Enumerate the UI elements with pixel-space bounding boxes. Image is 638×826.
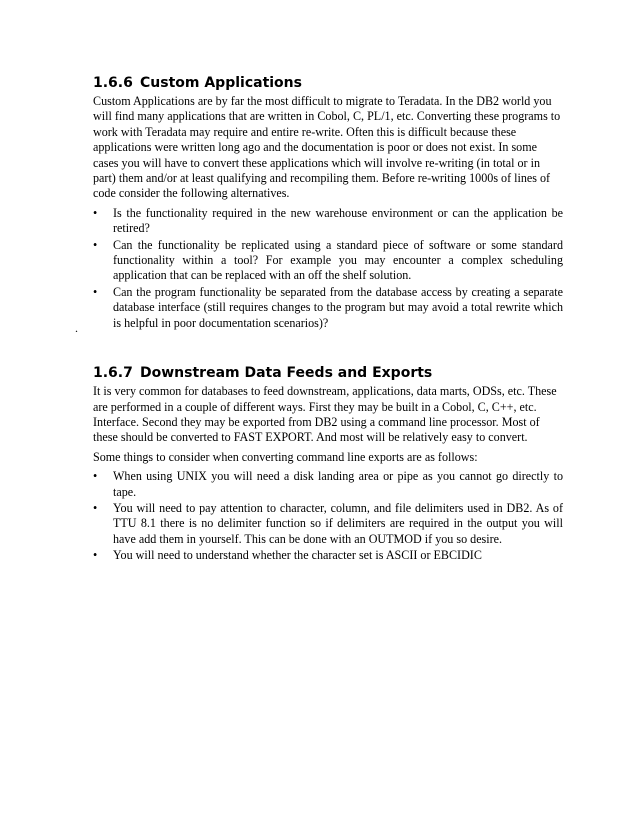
- list-item: [93, 238, 563, 284]
- section-custom-applications: [93, 74, 563, 331]
- section-title: Downstream Data Feeds and Exports: [140, 365, 433, 382]
- list-item: [93, 285, 563, 331]
- list-item-text: You will need to pay attention to character, column, and file delimiters used in DB2. As of TTU 8.1 there is no delimiter function so if delimiters are required in the output you will have add them in yourself. This can be done with an OUTMOD if you so desire.: [113, 500, 563, 546]
- bullet-icon: •: [93, 205, 98, 220]
- section-title: Custom Applications: [140, 75, 302, 91]
- section-paragraph: It is very common for databases to feed downstream, applications, data marts, ODSs, etc. These are performed in a couple of different ways. First they may be built in a Cobol, C, C++, etc. Interface. Second they may be exported from DB2 using a command line processor. Most of these should be converted to FAST EXPORT. And most will be relatively easy to convert.: [93, 384, 557, 445]
- section-downstream-data-feeds: [93, 364, 563, 563]
- section-number: 1.6.6: [93, 75, 133, 91]
- bullet-icon: •: [93, 284, 98, 299]
- list-item-text: Is the functionality required in the new warehouse environment or can the application be retired?: [113, 205, 563, 236]
- list-item: [93, 469, 563, 500]
- bullet-icon: •: [93, 500, 98, 515]
- bullet-icon: •: [93, 469, 98, 484]
- document-page: [93, 74, 563, 565]
- bullet-list: [93, 469, 563, 563]
- list-item: [93, 501, 563, 547]
- list-item-text: You will need to understand whether the character set is ASCII or EBCIDIC: [113, 548, 482, 563]
- list-item-text: Can the program functionality be separated from the database access by creating a separate database interface (still requires changes to the program but may avoid a total rewrite which is helpful in poor documentation scenarios)?: [113, 284, 563, 330]
- list-item-text: When using UNIX you will need a disk landing area or pipe as you cannot go directly to tape.: [113, 469, 563, 499]
- section-paragraph: Custom Applications are by far the most difficult to migrate to Teradata. In the DB2 world you will find many applications that are written in Cobol, C, PL/1, etc. Converting these programs to work with Teradata may require and entire re-write. Often this is difficult because these applications were written long ago and the documentation is poor or does not exist. In some cases you will have to convert these applications which will involve re-writing (in total or in part) them and/or at least qualifying and recompiling them. Before re-writing 1000s of lines of code consider the following alternatives.: [93, 94, 561, 201]
- section-number: 1.6.7: [93, 365, 133, 382]
- stray-period-mark: .: [75, 321, 78, 335]
- list-item: [93, 206, 563, 237]
- bullet-list: [93, 206, 563, 331]
- section-heading: [93, 74, 563, 92]
- section-heading: [93, 364, 563, 382]
- list-item-text: Can the functionality be replicated using a standard piece of software or some standard functionality within a tool? For example you may encounter a complex scheduling application that can be replaced with an off the shelf solution.: [113, 237, 563, 283]
- list-item: [93, 548, 563, 563]
- bullet-icon: •: [93, 237, 98, 252]
- bullet-icon: •: [93, 548, 98, 563]
- section-paragraph: Some things to consider when converting command line exports are as follows:: [93, 449, 478, 464]
